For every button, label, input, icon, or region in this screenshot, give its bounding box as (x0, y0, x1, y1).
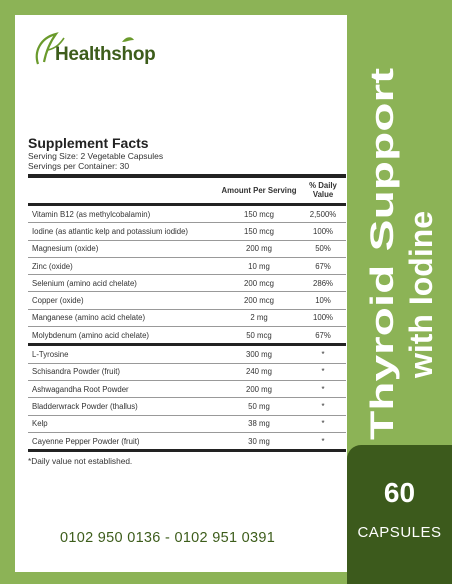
facts-row (28, 257, 346, 274)
nutrient-dv: * (300, 345, 346, 363)
nutrient-name: Iodine (as atlantic kelp and potassium iodide) (28, 223, 218, 240)
nutrient-amount: 38 mg (218, 415, 300, 432)
nutrient-amount: 200 mcg (218, 275, 300, 292)
capsule-count: 60 (383, 477, 416, 508)
nutrient-amount: 200 mcg (218, 292, 300, 309)
facts-row (28, 432, 346, 450)
facts-row (28, 309, 346, 326)
nutrient-name: Cayenne Pepper Powder (fruit) (28, 432, 218, 450)
nutrient-dv: 2,500% (300, 205, 346, 223)
servings-per-container: Servings per Container: 30 (28, 161, 130, 171)
nutrient-name: Bladderwrack Powder (thallus) (28, 398, 218, 415)
col-amount-header: Amount Per Serving (218, 176, 300, 205)
nutrient-amount: 2 mg (218, 309, 300, 326)
facts-row (28, 327, 346, 345)
nutrient-name: Magnesium (oxide) (28, 240, 218, 257)
nutrient-name: Manganese (amino acid chelate) (28, 309, 218, 326)
nutrient-dv: * (300, 398, 346, 415)
facts-row (28, 398, 346, 415)
nutrient-name: Selenium (amino acid chelate) (28, 275, 218, 292)
nutrient-dv: 67% (300, 257, 346, 274)
nutrient-dv: * (300, 415, 346, 432)
nutrient-dv: 286% (300, 275, 346, 292)
facts-body (28, 205, 346, 451)
nutrient-dv: * (300, 432, 346, 450)
serving-size: Serving Size: 2 Vegetable Capsules (28, 151, 164, 161)
nutrient-name: L-Tyrosine (28, 345, 218, 363)
phone-numbers: 0102 950 0136 - 0102 951 0391 (60, 530, 276, 546)
nutrient-amount: 10 mg (218, 257, 300, 274)
nutrient-name: Copper (oxide) (28, 292, 218, 309)
nutrient-amount: 50 mcg (218, 327, 300, 345)
facts-row (28, 415, 346, 432)
nutrient-dv: 50% (300, 240, 346, 257)
nutrient-name: Ashwagandha Root Powder (28, 380, 218, 397)
facts-title: Supplement Facts (28, 135, 149, 151)
facts-row (28, 240, 346, 257)
nutrient-name: Vitamin B12 (as methylcobalamin) (28, 205, 218, 223)
facts-row (28, 363, 346, 380)
nutrient-amount: 200 mg (218, 240, 300, 257)
product-title-line1: Thyroid Support (364, 191, 400, 440)
facts-row (28, 223, 346, 240)
facts-footnote: *Daily value not established. (28, 456, 133, 467)
nutrient-amount: 150 mcg (218, 205, 300, 223)
facts-row (28, 292, 346, 309)
nutrient-name: Kelp (28, 415, 218, 432)
nutrient-amount: 50 mg (218, 398, 300, 415)
nutrient-dv: * (300, 380, 346, 397)
nutrient-dv: 100% (300, 309, 346, 326)
nutrient-name: Zinc (oxide) (28, 257, 218, 274)
nutrient-dv: 67% (300, 327, 346, 345)
nutrient-amount: 240 mg (218, 363, 300, 380)
product-title (355, 60, 445, 440)
col-name-header (28, 176, 218, 205)
col-dv-header: % Daily Value (300, 176, 346, 205)
logo-wordmark: Healthshop (55, 44, 156, 65)
nutrient-amount: 30 mg (218, 432, 300, 450)
facts-table (28, 174, 346, 452)
nutrient-amount: 300 mg (218, 345, 300, 363)
product-title-line2: with Iodine (403, 210, 439, 378)
facts-row (28, 205, 346, 223)
nutrient-name: Schisandra Powder (fruit) (28, 363, 218, 380)
nutrient-dv: 100% (300, 223, 346, 240)
facts-row (28, 380, 346, 397)
facts-row (28, 275, 346, 292)
facts-row (28, 345, 346, 363)
capsule-unit: CAPSULES (357, 524, 442, 541)
nutrient-amount: 200 mg (218, 380, 300, 397)
nutrient-dv: 10% (300, 292, 346, 309)
supplement-facts (28, 136, 346, 466)
nutrient-amount: 150 mcg (218, 223, 300, 240)
capsule-count-badge (347, 445, 452, 584)
facts-header-row (28, 176, 346, 205)
nutrient-dv: * (300, 363, 346, 380)
nutrient-name: Molybdenum (amino acid chelate) (28, 327, 218, 345)
